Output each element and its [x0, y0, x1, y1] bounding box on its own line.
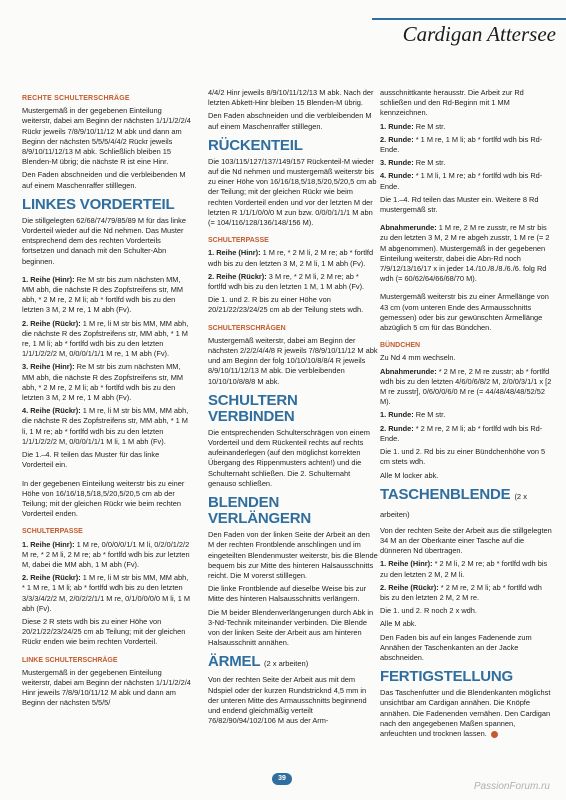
- instruction-row: 2. Reihe (Rückr): 1 M re, li M str bis MM, MM abh, die nächste R des Zopfstreifens str, MM abh, * 1 M re, 1 M li; ab * fortlfd wdh bis zu den letzten 1/1/1/2/2/2 M, 0/0/0/1/1/1 M re, 1 M abh (Fv).: [22, 318, 189, 359]
- subheading: SCHULTERPASSE: [208, 237, 269, 245]
- paragraph: 4/4/2 Hinr jeweils 8/9/10/11/12/13 M abk. Nach der letzten Abkett-Hinr bleiben 15 Blenden-M übrig.: [208, 88, 374, 108]
- instruction-row: 2. Runde: * 2 M re, 2 M li; ab * fortlfd wdh bis Rd-Ende.: [380, 423, 543, 443]
- instruction-row: 2. Reihe (Rückr): 1 M re, li M str bis MM, MM abh, * 1 M re, 1 M li; ab * fortlfd wdh bis zu den letzten 3/3/3/4/2/2 M, 2/0/2/2/1/1 M re, 0/1/0/0/0/0 M li, 1 M abh (Fv).: [22, 573, 191, 613]
- row-label: 2. Reihe (Rückr):: [380, 582, 439, 592]
- column-2: [208, 88, 378, 729]
- paragraph: Die stillgelegten 62/68/74/79/85/89 M für das linke Vorderteil wieder auf die Nd nehmen. Das Muster entsprechend dem des rechten Vorderteils fortsetzen und danach mit den Schulter-Abn beginnen.: [22, 215, 186, 266]
- instruction-row: 2. Runde: * 1 M re, 1 M li; ab * fortlfd wdh bis Rd-Ende.: [380, 134, 543, 155]
- watermark: PassionForum.ru: [473, 781, 550, 792]
- paragraph: Mustergemäß in der gegebenen Einteilung weiterstr, dabei am Beginn der nächsten 1/1/1/2/2/4 Hinr jeweils 7/8/9/10/11/12 M abk und dann am Beginn der nächsten 5/5/5/: [22, 667, 191, 708]
- column-1: [22, 88, 192, 712]
- row-label: 1. Reihe (Hinr):: [22, 274, 75, 284]
- row-label: 4. Reihe (Rückr):: [22, 406, 81, 416]
- row-label: 2. Reihe (Rückr):: [208, 271, 267, 281]
- paragraph: Den Faden bis auf ein langes Fadenende zum Annähen der Taschenkanten an der Jacke abschneiden.: [380, 632, 532, 662]
- section-heading: LINKES VORDERTEIL: [22, 195, 175, 213]
- paragraph: Die 1.–4. Rd teilen das Muster ein. Weitere 8 Rd mustergemäß str.: [380, 194, 539, 215]
- section-heading: [380, 487, 552, 523]
- section-heading-text: TASCHENBLENDE: [380, 485, 511, 503]
- paragraph: Mustergemäß in der gegebenen Einteilung weiterstr, dabei am Beginn der nächsten 1/1/1/2/2/4 Rückr jeweils 7/8/9/10/11/12 M abk und dann am Beginn der nächsten 5/5/5/4/4/2 Rückr jeweils 8/9/10/11/12/13 M abk. Schließlich bleiben 15 Blenden-M übrig; die nächste R ist eine Hinr.: [22, 106, 191, 167]
- section-heading: FERTIGSTELLUNG: [380, 668, 514, 686]
- row-label: 2. Runde:: [380, 423, 414, 433]
- instruction-row: 4. Runde: * 1 M li, 1 M re; ab * fortlfd wdh bis Rd-Ende.: [380, 171, 543, 191]
- instruction-row: 2. Reihe (Rückr): * 2 M re, 2 M li; ab * fortlfd wdh bis zu den letzten 2 M, 2 M re.: [380, 582, 542, 602]
- paragraph: Zu Nd 4 mm wechseln.: [380, 353, 456, 363]
- instruction-row: 1. Runde: Re M str.: [380, 121, 446, 131]
- column-3: [380, 88, 552, 742]
- subheading: LINKE SCHULTERSCHRÄGE: [22, 656, 118, 664]
- section-heading: [208, 654, 378, 672]
- instruction-row: Abnahmerunde: * 2 M re, 2 M re zusstr; ab * fortlfd wdh bis zu den letzten 4/6/0/6/8/2 M, 2/0/0/3/1/1 x [2 M re zusstr], 0/6/0/0/6/0 M re (= 44/48/48/48/52/52 M).: [380, 366, 552, 407]
- instruction-row: 1. Reihe (Hinr): 1 M re, 0/0/0/0/1/1 M li, 0/2/0/1/2/2 M re, * 2 M li, 2 M re; ab * fortlfd wdh bis zur letzten M, dabei die MM abh, 1 M abh (Fv).: [22, 539, 190, 569]
- instruction-row: 2. Reihe (Rückr): 3 M re, * 2 M li, 2 M re; ab * fortlfd wdh bis zu den letzten 1 M, 1 M abh (Fv).: [208, 271, 365, 292]
- section-heading: BLENDEN VERLÄNGERN: [208, 494, 312, 528]
- row-label: 2. Reihe (Rückr):: [22, 318, 81, 328]
- row-label: 1. Reihe (Hinr):: [380, 559, 433, 569]
- instruction-row: 3. Reihe (Hinr): Re M str bis zum nächsten MM, MM abh, die nächste R des Zopfstreifens str, MM abh, * 2 M re, 2 M li; ab * fortlfd wdh bis zu den letzten 3 M, 2 M re, 1 M abh (Fv).: [22, 362, 184, 403]
- instruction-row: 4. Reihe (Rückr): 1 M re, li M str bis MM, MM abh, die nächste R des Zopfstreifens str, MM abh, * 1 M li, 1 M re; ab * fortlfd wdh bis zu den letzten 1/1/1/2/2/2 M, 0/0/0/1/1/1 M li, 1 M abh (Fv).: [22, 406, 189, 446]
- page-number: 39: [272, 773, 292, 785]
- row-label: 1. Runde:: [380, 121, 414, 131]
- paragraph: Abnahmerunde: 1 M re, 2 M re zusstr, re M str bis zu den letzten 3 M, 2 M re abgeh zusstr, 1 M re (= 2 M abgenommen). Mustergemäß in der gegebenen Einteilung weiterstr, dabei die Abn-Rd noch 7/9/12/13/16/17 x in jeder 14./10./8./8./6./6. folg Rd wdh (= 60/62/64/66/68/70 M).: [380, 223, 550, 284]
- paragraph: Mustergemäß weiterstr bis zu einer Ärmellänge von 43 cm (vom unteren Ende des Armausschnitts gemessen) oder bis zur gewünschten Ärmellänge abzüglich 5 cm für das Bündchen.: [380, 292, 549, 333]
- paragraph: Die 103/115/127/137/149/157 Rückenteil-M wieder auf die Nd nehmen und mustergemäß weiterstr bis zu einer Höhe von 16/16/18,5/18,5/20,5/20,5 cm ab der Teilung; mit der gleichen Rückr wie beim rechten Vorderteil enden und vor der letzten M der letzten R 1/1/1/0/0/0 M zun bzw. 0/0/0/1/1/1 M abn (= 104/116/128/136/148/156 M).: [208, 156, 377, 228]
- row-label: 2. Runde:: [380, 134, 414, 144]
- paragraph: Den Faden abschneiden und die verbleibenden M auf einem Maschenraffer stilllegen.: [22, 170, 186, 190]
- paragraph: Die 1. und 2. R bis zu einer Höhe von 20/21/22/23/24/25 cm ab der Teilung stets wdh.: [208, 295, 364, 315]
- paragraph: ausschnittkante herausstr. Die Arbeit zur Rd schließen und den Rd-Beginn mit 1 MM kennzeichnen.: [380, 88, 524, 118]
- paragraph: Die entsprechenden Schulterschrägen von einem Vorderteil und dem Rückenteil rechts auf rechts aufeinanderlegen (auf den möglichst korrekten Übergang des Rippenmusters achten!) und die Schulternaht schließen. Die 2. Schulternaht genauso schließen.: [208, 427, 370, 488]
- subheading: SCHULTERPASSE: [22, 528, 83, 536]
- paragraph: Den Faden abschneiden und die verbleibenden M auf einem Maschenraffer stilllegen.: [208, 111, 372, 131]
- section-heading: SCHULTERN VERBINDEN: [208, 391, 298, 425]
- section-heading: RÜCKENTEIL: [208, 136, 303, 154]
- page-title: Cardigan Attersee: [402, 22, 556, 46]
- paragraph: Die M beider Blendenverlängerungen durch Abk in 3-Nd-Technik miteinander verbinden. Die Blende von der linken Seite der Arbeit aus am hinteren Halsausschnitt annähen.: [208, 607, 374, 648]
- paragraph: Die 1. und 2. R noch 2 x wdh.: [380, 606, 477, 616]
- row-label: Abnahmerunde:: [380, 366, 437, 376]
- section-heading-note: (2 x arbeiten): [264, 659, 309, 669]
- row-label: 3. Reihe (Hinr):: [22, 362, 75, 372]
- row-label: 4. Runde:: [380, 171, 414, 181]
- subheading: SCHULTERSCHRÄGEN: [208, 324, 286, 332]
- paragraph-text: Das Taschenfutter und die Blendenkanten möglichst unsichtbar am Cardigan annähen. Die Knöpfe annähen. Die Fadenenden vernähen. Den Cardigan nach den angegebenen Maßen spannen, anfeuchten und trocknen lassen.: [380, 688, 551, 738]
- paragraph: Diese 2 R stets wdh bis zu einer Höhe von 20/21/22/23/24/25 cm ab Teilung; mit der gleichen Rückr enden wie beim rechten Vorderteil.: [22, 616, 186, 647]
- paragraph: Mustergemäß weiterstr, dabei am Beginn der nächsten 2/2/2/4/4/8 R jeweils 7/8/9/10/11/12 M abk und am Beginn der folg 10/10/10/8/8/4 R jeweils 8/9/10/11/12/13 M abk. Die verbleibenden 10/10/10/8/8/8 M abk.: [208, 335, 378, 386]
- section-heading-text: ÄRMEL: [208, 653, 261, 671]
- row-label: Abnahmerunde:: [380, 223, 437, 233]
- end-mark-icon: [491, 731, 498, 738]
- paragraph: In der gegebenen Einteilung weiterstr bis zu einer Höhe von 16/16/18,5/18,5/20,5/20,5 cm ab der Teilung; mit der gleichen Rückr wie beim rechten Vorderteil enden.: [22, 478, 185, 519]
- subheading: RECHTE SCHULTERSCHRÄGE: [22, 95, 130, 102]
- instruction-row: 1. Reihe (Hinr): Re M str bis zum nächsten MM, MM abh, die nächste R des Zopfstreifens str, MM abh, * 2 M re, 2 M li; ab * fortlfd wdh bis zu den letzten 3 M, 2 M re, 1 M abh (Fv).: [22, 274, 184, 315]
- title-bar: [372, 18, 566, 54]
- paragraph: Von der rechten Seite der Arbeit aus die stillgelegten 34 M an der Oberkante einer Tasche auf die dünneren Nd übertragen.: [380, 525, 552, 556]
- row-label: 2. Reihe (Rückr):: [22, 573, 81, 583]
- row-label: 1. Runde:: [380, 410, 414, 420]
- paragraph: Die linke Frontblende auf dieselbe Weise bis zur Mitte des hinteren Halsausschnitts verlängern.: [208, 584, 367, 604]
- paragraph: Die 1.–4. R teilen das Muster für das linke Vorderteil ein.: [22, 450, 160, 470]
- paragraph: [380, 688, 552, 739]
- row-label: 1. Reihe (Hinr):: [22, 539, 75, 549]
- instruction-row: 1. Runde: Re M str.: [380, 410, 446, 420]
- paragraph: Den Faden von der linken Seite der Arbeit an den M der rechten Frontblende anschlingen und im eingeteilten Blendenmuster weiterstr, bis die Blende bequem bis zur Mitte des hinteren Halsausschnitts reicht. Die M vorerst stilllegen.: [208, 530, 378, 580]
- subheading: BÜNDCHEN: [380, 342, 421, 350]
- paragraph: Alle M abk.: [380, 619, 417, 629]
- paragraph: Von der rechten Seite der Arbeit aus mit dem Ndspiel oder der kurzen Rundstricknd 4,5 mm in der unteren Mitte des Armausschnitts beginnend und endend gleichmäßig verteilt 76/82/90/94/102/106 M aus der Arm-: [208, 675, 367, 726]
- instruction-row: 3. Runde: Re M str.: [380, 158, 446, 168]
- instruction-row: 1. Reihe (Hinr): * 2 M li, 2 M re; ab * fortlfd wdh bis zu den letzten 2 M, 2 M li.: [380, 559, 548, 579]
- instruction-row: 1. Reihe (Hinr): 1 M re, * 2 M li, 2 M re; ab * fortlfd wdh bis zu den letzten 3 M, 2 M li, 1 M abh (Fv).: [208, 248, 374, 268]
- row-label: 1. Reihe (Hinr):: [208, 248, 261, 258]
- title-rule: [372, 18, 566, 20]
- row-label: 3. Runde:: [380, 158, 414, 168]
- paragraph: Alle M locker abk.: [380, 470, 439, 480]
- paragraph: Die 1. und 2. Rd bis zu einer Bündchenhöhe von 5 cm stets wdh.: [380, 447, 546, 467]
- section-heading-note: (2 x arbeiten): [380, 491, 527, 519]
